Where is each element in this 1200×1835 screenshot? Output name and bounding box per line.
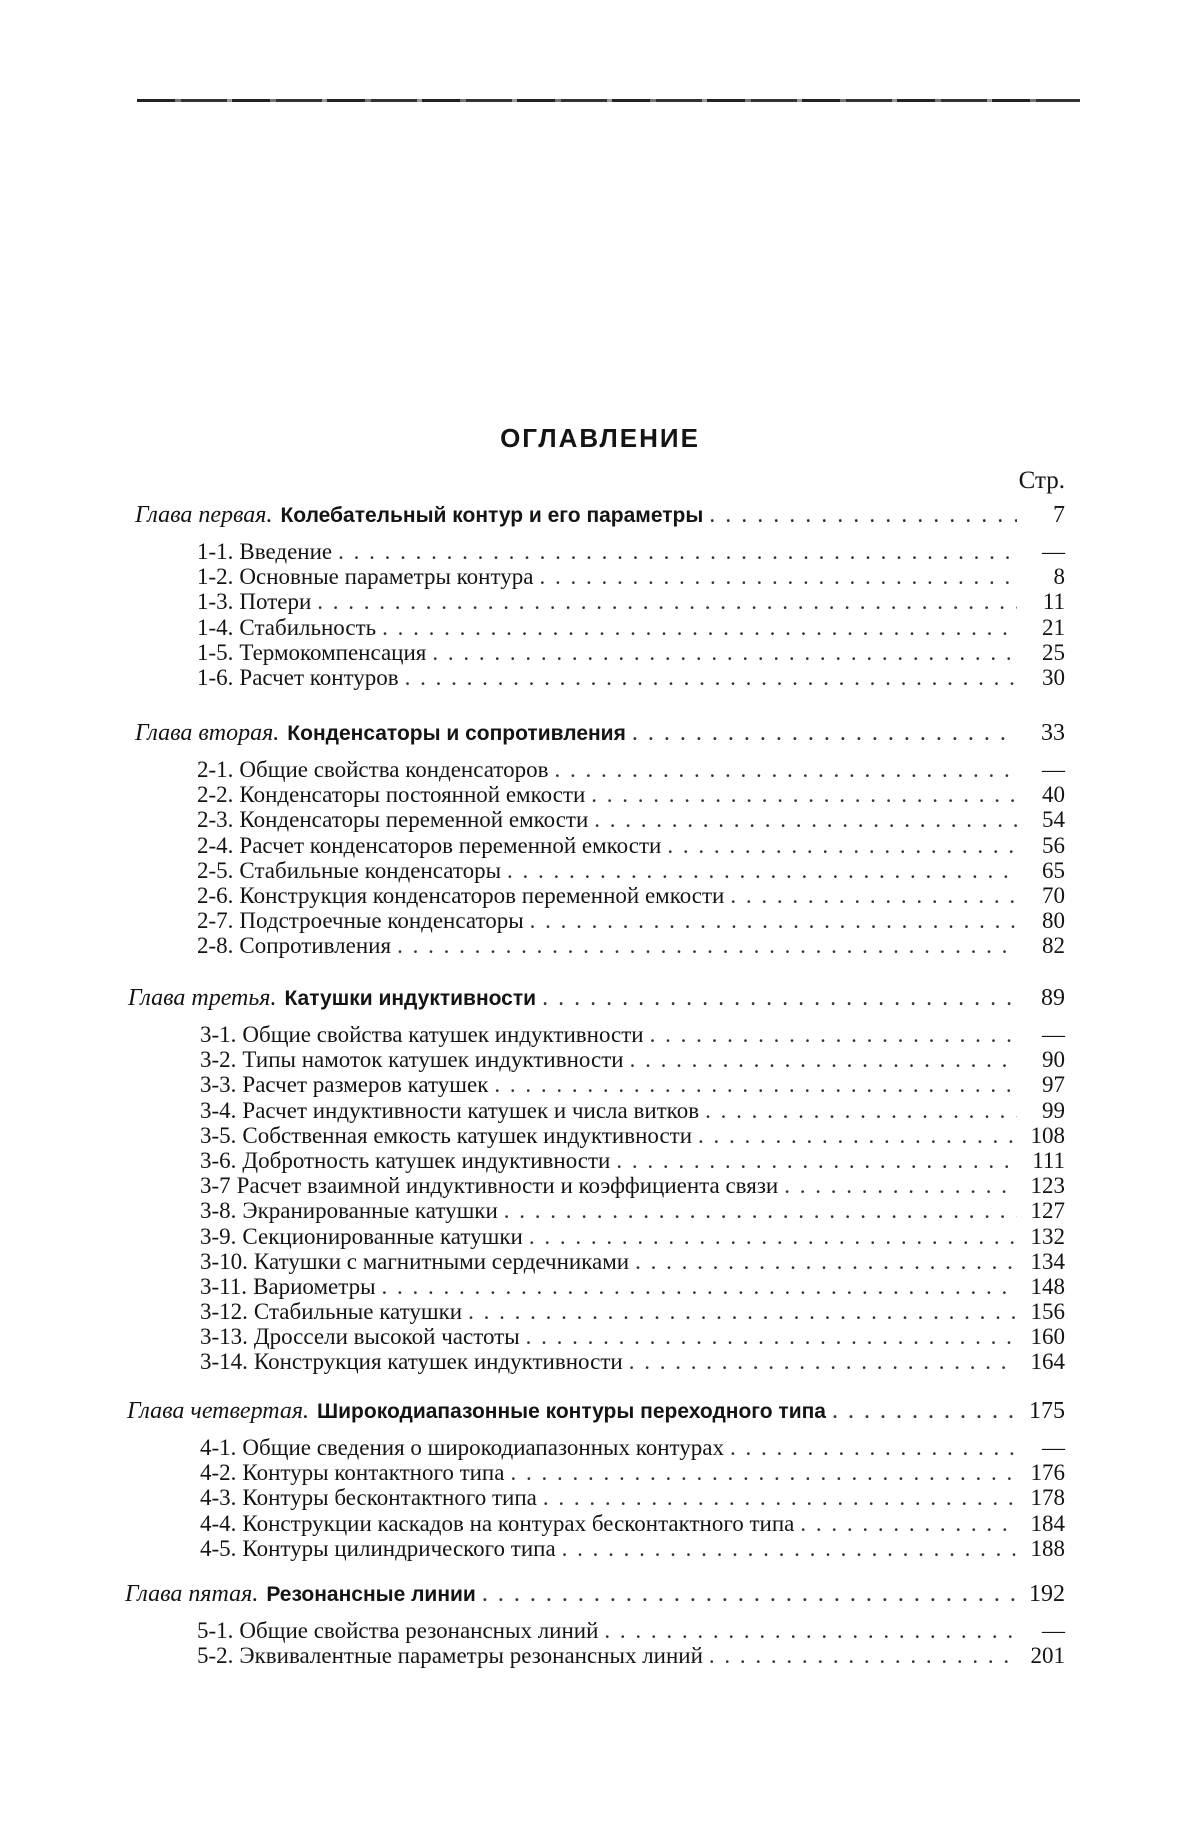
section-page: 123 xyxy=(1023,1173,1065,1198)
section-number: 4-1. xyxy=(200,1435,236,1460)
section-page: 56 xyxy=(1023,833,1065,858)
section-number: 1-5. xyxy=(197,640,233,665)
section-page: — xyxy=(1023,1022,1065,1047)
section-page: 8 xyxy=(1023,564,1065,589)
dot-leader xyxy=(382,1274,1017,1299)
dot-leader xyxy=(667,833,1017,858)
section-row[interactable] xyxy=(197,833,1065,858)
section-number: 3-1. xyxy=(200,1022,236,1047)
dot-leader xyxy=(709,497,1017,533)
dot-leader xyxy=(405,665,1017,690)
chapter-title: Конденсаторы и сопротивления xyxy=(287,716,626,752)
dot-leader xyxy=(630,1047,1017,1072)
section-number: 3-5. xyxy=(200,1123,236,1148)
section-row[interactable] xyxy=(200,1173,1065,1198)
dot-leader xyxy=(530,908,1017,933)
section-title: Вариометры xyxy=(253,1274,375,1299)
section-row[interactable] xyxy=(200,1299,1065,1324)
section-row[interactable] xyxy=(200,1349,1065,1374)
section-page: 127 xyxy=(1023,1198,1065,1223)
section-row[interactable] xyxy=(200,1435,1065,1460)
section-page: — xyxy=(1023,1618,1065,1643)
chapter-ordinal: Глава вторая. xyxy=(135,715,279,751)
dot-leader xyxy=(526,1324,1017,1349)
dot-leader xyxy=(482,1576,1017,1612)
section-number: 2-6. xyxy=(197,883,233,908)
section-page: 97 xyxy=(1023,1072,1065,1097)
section-number: 4-2. xyxy=(200,1460,236,1485)
section-row[interactable] xyxy=(200,1072,1065,1097)
dot-leader xyxy=(468,1299,1017,1324)
section-page: 156 xyxy=(1023,1299,1065,1324)
section-number: 1-4. xyxy=(197,615,233,640)
chapter-title: Широкодиапазонные контуры переходного типа xyxy=(317,1394,826,1430)
dot-leader xyxy=(397,933,1017,958)
dot-leader xyxy=(616,1148,1017,1173)
dot-leader xyxy=(632,715,1017,751)
section-title: Расчет индуктивности катушек и числа витков xyxy=(242,1098,699,1123)
section-row[interactable] xyxy=(197,589,1065,614)
section-row[interactable] xyxy=(200,1536,1065,1561)
section-number: 5-2. xyxy=(197,1643,233,1668)
section-row[interactable] xyxy=(197,640,1065,665)
dot-leader xyxy=(635,1249,1017,1274)
section-page: 108 xyxy=(1023,1123,1065,1148)
section-page: 30 xyxy=(1023,665,1065,690)
chapter-title: Катушки индуктивности xyxy=(284,981,536,1017)
section-number: 3-3. xyxy=(200,1072,236,1097)
section-row[interactable] xyxy=(197,908,1065,933)
section-page: 148 xyxy=(1023,1274,1065,1299)
section-number: 2-3. xyxy=(197,807,233,832)
section-page: 90 xyxy=(1023,1047,1065,1072)
section-page: 132 xyxy=(1023,1224,1065,1249)
table-of-contents xyxy=(0,0,1200,1835)
section-page: 65 xyxy=(1023,858,1065,883)
section-page: 21 xyxy=(1023,615,1065,640)
section-page: 82 xyxy=(1023,933,1065,958)
section-row[interactable] xyxy=(197,564,1065,589)
section-row[interactable] xyxy=(197,883,1065,908)
section-page: 164 xyxy=(1023,1349,1065,1374)
section-title: Контуры цилиндрического типа xyxy=(242,1536,555,1561)
dot-leader xyxy=(529,1224,1017,1249)
chapter-page: 33 xyxy=(1023,715,1065,751)
section-title: Экранированные катушки xyxy=(242,1198,497,1223)
section-number: 3-8. xyxy=(200,1198,236,1223)
dot-leader xyxy=(317,589,1017,614)
section-number: 3-11. xyxy=(200,1274,247,1299)
section-number: 3-2. xyxy=(200,1047,236,1072)
chapter-page: 175 xyxy=(1023,1393,1065,1429)
section-number: 3-12. xyxy=(200,1299,248,1324)
chapter-row[interactable] xyxy=(0,715,1200,751)
section-number: 3-14. xyxy=(200,1349,248,1374)
section-page: — xyxy=(1023,757,1065,782)
dot-leader xyxy=(800,1511,1017,1536)
section-title: Конденсаторы переменной емкости xyxy=(239,807,588,832)
section-row[interactable] xyxy=(197,1643,1065,1668)
section-number: 1-3. xyxy=(197,589,233,614)
chapter-page: 192 xyxy=(1023,1576,1065,1612)
section-row[interactable] xyxy=(200,1460,1065,1485)
dot-leader xyxy=(784,1173,1017,1198)
chapter-2 xyxy=(0,715,1200,959)
section-row[interactable] xyxy=(197,1618,1065,1643)
dot-leader xyxy=(432,640,1017,665)
section-number: 4-3. xyxy=(200,1485,236,1510)
section-row[interactable] xyxy=(200,1123,1065,1148)
section-page: 40 xyxy=(1023,782,1065,807)
section-page: 160 xyxy=(1023,1324,1065,1349)
section-title: Общие свойства конденсаторов xyxy=(239,757,548,782)
section-page: 80 xyxy=(1023,908,1065,933)
section-title: Конструкции каскадов на контурах бесконтактного типа xyxy=(242,1511,794,1536)
section-row[interactable] xyxy=(200,1274,1065,1299)
section-page: 178 xyxy=(1023,1485,1065,1510)
section-number: 2-8. xyxy=(197,933,233,958)
section-number: 2-2. xyxy=(197,782,233,807)
chapter-page: 7 xyxy=(1023,497,1065,533)
section-row[interactable] xyxy=(197,757,1065,782)
section-number: 3-13. xyxy=(200,1324,248,1349)
chapter-title: Резонансные линии xyxy=(266,1577,476,1613)
dot-leader xyxy=(543,1485,1017,1510)
section-row[interactable] xyxy=(200,1249,1065,1274)
section-row[interactable] xyxy=(200,1511,1065,1536)
dot-leader xyxy=(539,564,1017,589)
dot-leader xyxy=(494,1072,1017,1097)
section-title: Конструкция катушек индуктивности xyxy=(254,1349,623,1374)
section-page: 176 xyxy=(1023,1460,1065,1485)
section-number: 1-2. xyxy=(197,564,233,589)
section-row[interactable] xyxy=(200,1198,1065,1223)
dot-leader xyxy=(730,883,1017,908)
section-title: Дроссели высокой частоты xyxy=(254,1324,520,1349)
chapter-row[interactable] xyxy=(0,1393,1200,1429)
section-title: Конструкция конденсаторов переменной емкости xyxy=(239,883,724,908)
section-title: Введение xyxy=(239,539,332,564)
section-row[interactable] xyxy=(200,1098,1065,1123)
section-page: 201 xyxy=(1023,1643,1065,1668)
section-row[interactable] xyxy=(200,1485,1065,1510)
section-row[interactable] xyxy=(200,1047,1065,1072)
section-title: Расчет конденсаторов переменной емкости xyxy=(239,833,661,858)
page-title: ОГЛАВЛЕНИЕ xyxy=(0,423,1200,454)
section-number: 5-1. xyxy=(197,1618,233,1643)
section-number: 2-7. xyxy=(197,908,233,933)
section-number: 3-10. xyxy=(200,1249,248,1274)
dot-leader xyxy=(730,1435,1017,1460)
chapter-ordinal: Глава пятая. xyxy=(125,1576,258,1612)
dot-leader xyxy=(650,1022,1017,1047)
section-row[interactable] xyxy=(197,782,1065,807)
section-row[interactable] xyxy=(197,807,1065,832)
chapter-4 xyxy=(0,1393,1200,1561)
section-row[interactable] xyxy=(197,665,1065,690)
section-title: Стабильность xyxy=(239,615,376,640)
section-page: — xyxy=(1023,1435,1065,1460)
chapter-1 xyxy=(0,497,1200,690)
dot-leader xyxy=(698,1123,1017,1148)
section-row[interactable] xyxy=(200,1022,1065,1047)
chapter-5 xyxy=(0,1576,1200,1668)
chapter-row[interactable] xyxy=(0,980,1200,1016)
section-number: 2-4. xyxy=(197,833,233,858)
section-page: 134 xyxy=(1023,1249,1065,1274)
section-title: Сопротивления xyxy=(239,933,391,958)
section-title: Подстроечные конденсаторы xyxy=(239,908,523,933)
section-page: 25 xyxy=(1023,640,1065,665)
section-row[interactable] xyxy=(197,933,1065,958)
section-number: 3-9. xyxy=(200,1224,236,1249)
dot-leader xyxy=(629,1349,1017,1374)
section-title: Основные параметры контура xyxy=(239,564,533,589)
dot-leader xyxy=(709,1643,1017,1668)
dot-leader xyxy=(542,980,1017,1016)
dot-leader xyxy=(604,1618,1017,1643)
section-row[interactable] xyxy=(200,1148,1065,1173)
section-page: 11 xyxy=(1023,589,1065,614)
dot-leader xyxy=(507,858,1017,883)
section-page: — xyxy=(1023,539,1065,564)
dot-leader xyxy=(554,757,1017,782)
dot-leader xyxy=(562,1536,1017,1561)
chapter-title: Колебательный контур и его параметры xyxy=(280,498,703,534)
section-title: Стабильные катушки xyxy=(254,1299,462,1324)
dot-leader xyxy=(338,539,1017,564)
chapter-ordinal: Глава третья. xyxy=(128,980,276,1016)
section-number: 3-6. xyxy=(200,1148,236,1173)
section-title: Добротность катушек индуктивности xyxy=(242,1148,610,1173)
chapter-ordinal: Глава четвертая. xyxy=(127,1393,309,1429)
dot-leader xyxy=(504,1198,1017,1223)
dot-leader xyxy=(705,1098,1017,1123)
chapter-row[interactable] xyxy=(0,1576,1200,1612)
section-title: Стабильные конденсаторы xyxy=(239,858,501,883)
section-row[interactable] xyxy=(200,1224,1065,1249)
page-column-label: Стр. xyxy=(1019,467,1065,495)
dot-leader xyxy=(591,782,1017,807)
section-title: Потери xyxy=(239,589,311,614)
section-number: 3-4. xyxy=(200,1098,236,1123)
section-title: Собственная емкость катушек индуктивности xyxy=(242,1123,692,1148)
section-title: Катушки с магнитными сердечниками xyxy=(254,1249,629,1274)
section-number: 3-7 xyxy=(200,1173,231,1198)
dot-leader xyxy=(594,807,1017,832)
section-title: Расчет контуров xyxy=(239,665,398,690)
chapter-3 xyxy=(0,980,1200,1375)
section-title: Типы намоток катушек индуктивности xyxy=(242,1047,623,1072)
section-title: Эквивалентные параметры резонансных линий xyxy=(239,1643,702,1668)
section-number: 1-6. xyxy=(197,665,233,690)
section-row[interactable] xyxy=(197,615,1065,640)
section-number: 4-5. xyxy=(200,1536,236,1561)
section-page: 99 xyxy=(1023,1098,1065,1123)
section-title: Расчет взаимной индуктивности и коэффициента связи xyxy=(237,1173,779,1198)
section-title: Контуры бесконтактного типа xyxy=(242,1485,536,1510)
dot-leader xyxy=(510,1460,1017,1485)
section-title: Термокомпенсация xyxy=(239,640,426,665)
section-page: 188 xyxy=(1023,1536,1065,1561)
section-title: Контуры контактного типа xyxy=(242,1460,504,1485)
section-title: Расчет размеров катушек xyxy=(242,1072,488,1097)
section-title: Общие сведения о широкодиапазонных контурах xyxy=(242,1435,724,1460)
dot-leader xyxy=(382,615,1017,640)
chapter-page: 89 xyxy=(1023,980,1065,1016)
section-number: 1-1. xyxy=(197,539,233,564)
section-row[interactable] xyxy=(197,539,1065,564)
section-page: 70 xyxy=(1023,883,1065,908)
section-page: 54 xyxy=(1023,807,1065,832)
section-row[interactable] xyxy=(200,1324,1065,1349)
section-number: 4-4. xyxy=(200,1511,236,1536)
section-title: Общие свойства резонансных линий xyxy=(239,1618,598,1643)
section-page: 111 xyxy=(1023,1148,1065,1173)
dot-leader xyxy=(832,1393,1017,1429)
section-number: 2-1. xyxy=(197,757,233,782)
section-title: Конденсаторы постоянной емкости xyxy=(239,782,585,807)
section-title: Общие свойства катушек индуктивности xyxy=(242,1022,643,1047)
chapter-ordinal: Глава первая. xyxy=(135,497,272,533)
section-number: 2-5. xyxy=(197,858,233,883)
section-row[interactable] xyxy=(197,858,1065,883)
section-title: Секционированные катушки xyxy=(242,1224,522,1249)
section-page: 184 xyxy=(1023,1511,1065,1536)
chapter-row[interactable] xyxy=(0,497,1200,533)
